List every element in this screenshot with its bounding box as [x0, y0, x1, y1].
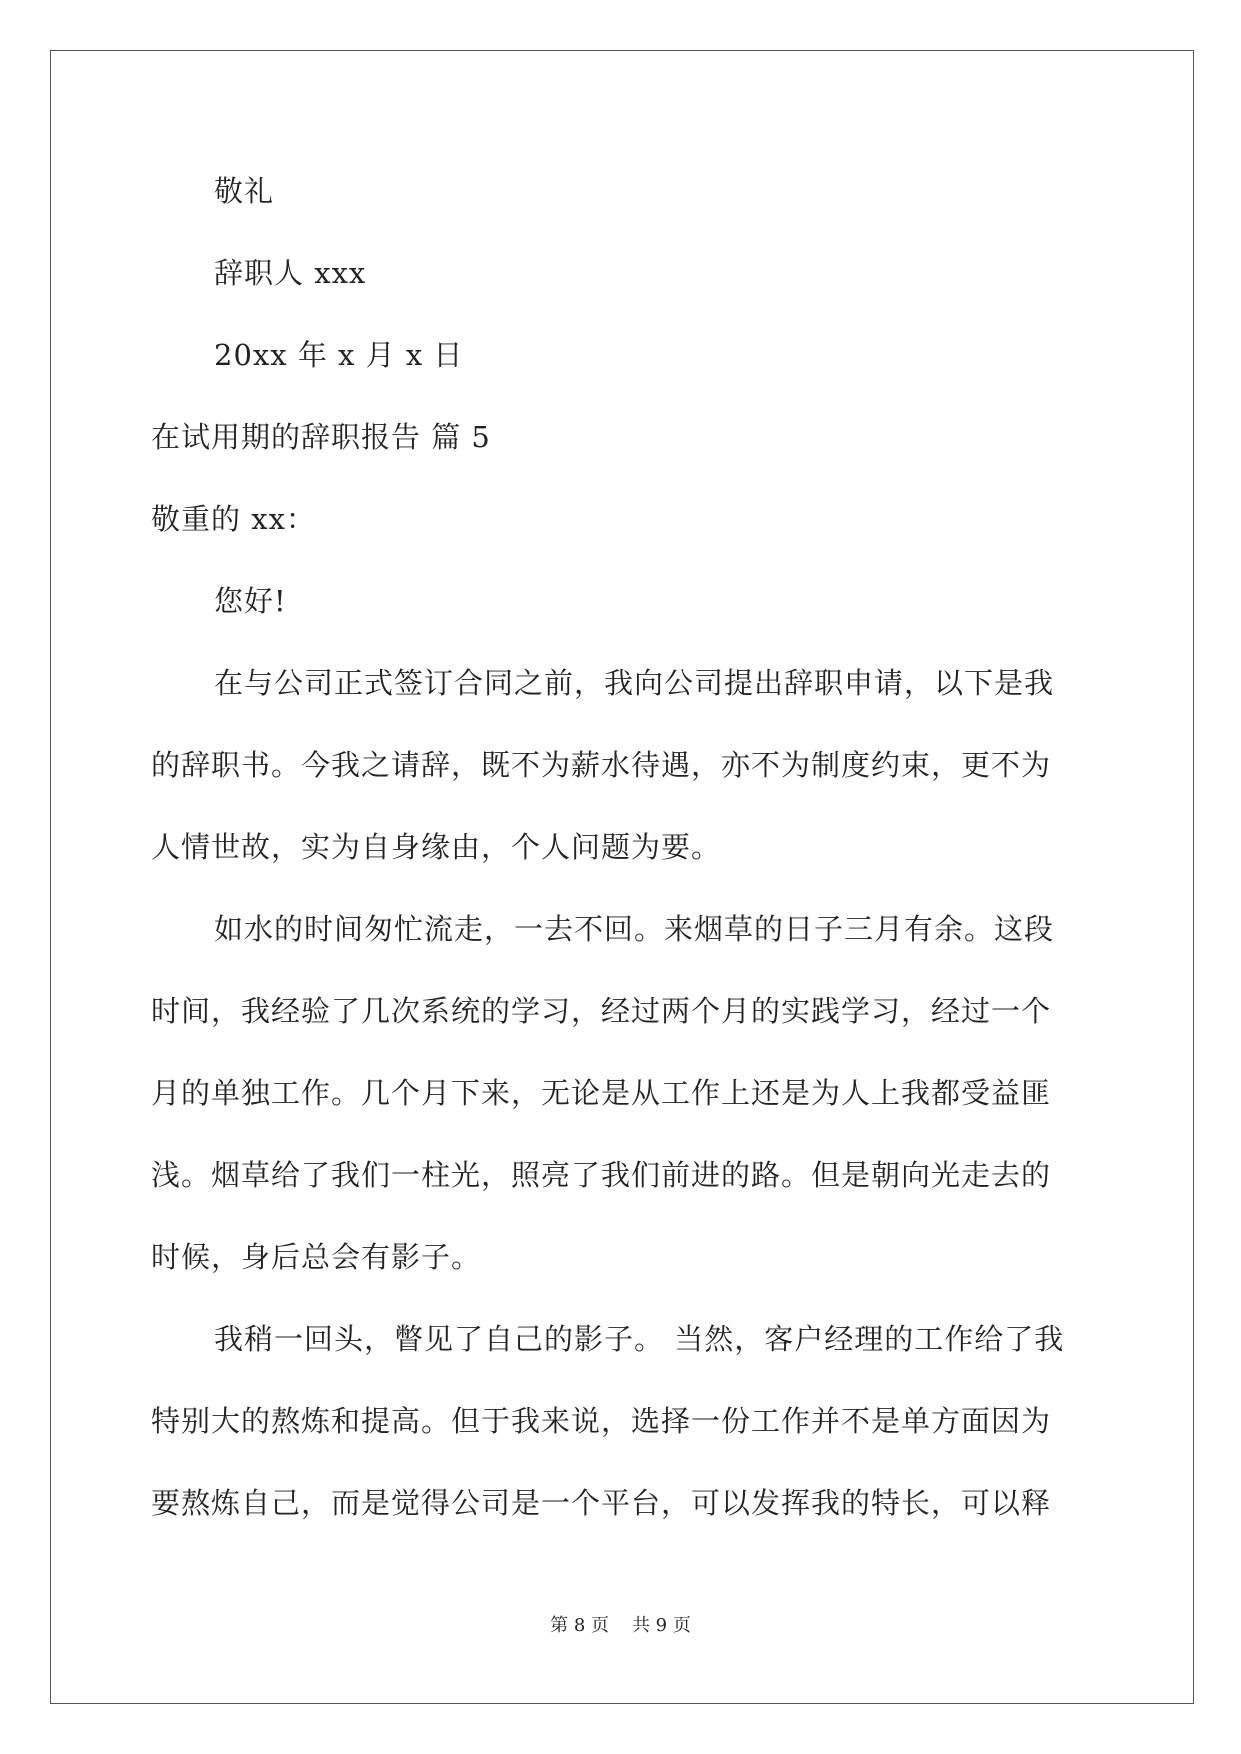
closing-salutation: 敬礼 — [214, 174, 275, 208]
greeting: 您好! — [214, 584, 287, 618]
paragraph-line: 时间，我经验了几次系统的学习，经过两个月的实践学习，经过一个 — [151, 994, 1052, 1028]
addressee: 敬重的 xx： — [151, 502, 316, 536]
paragraph-line: 人情世故，实为自身缘由，个人问题为要。 — [151, 830, 722, 864]
page-border — [50, 50, 1194, 1704]
paragraph-line: 在与公司正式签订合同之前，我向公司提出辞职申请，以下是我 — [214, 666, 1055, 700]
closing-signer: 辞职人 xxx — [214, 256, 367, 290]
paragraph-line: 浅。烟草给了我们一柱光，照亮了我们前进的路。但是朝向光走去的 — [151, 1158, 1052, 1192]
paragraph-line: 月的单独工作。几个月下来，无论是从工作上还是为人上我都受益匪 — [151, 1076, 1052, 1110]
paragraph-line: 时候，身后总会有影子。 — [151, 1240, 482, 1274]
paragraph-line: 我稍一回头，瞥见了自己的影子。 当然，客户经理的工作给了我 — [214, 1322, 1065, 1356]
paragraph-line: 特别大的熬炼和提高。但于我来说，选择一份工作并不是单方面因为 — [151, 1404, 1052, 1438]
paragraph-line: 如水的时间匆忙流走，一去不回。来烟草的日子三月有余。这段 — [214, 912, 1055, 946]
page-number-footer: 第 8 页 共 9 页 — [550, 1615, 691, 1636]
closing-date: 20xx 年 x 月 x 日 — [214, 338, 464, 372]
paragraph-line: 的辞职书。今我之请辞，既不为薪水待遇，亦不为制度约束，更不为 — [151, 748, 1052, 782]
section-heading: 在试用期的辞职报告 篇 5 — [151, 420, 491, 454]
paragraph-line: 要熬炼自己，而是觉得公司是一个平台，可以发挥我的特长，可以释 — [151, 1486, 1052, 1520]
